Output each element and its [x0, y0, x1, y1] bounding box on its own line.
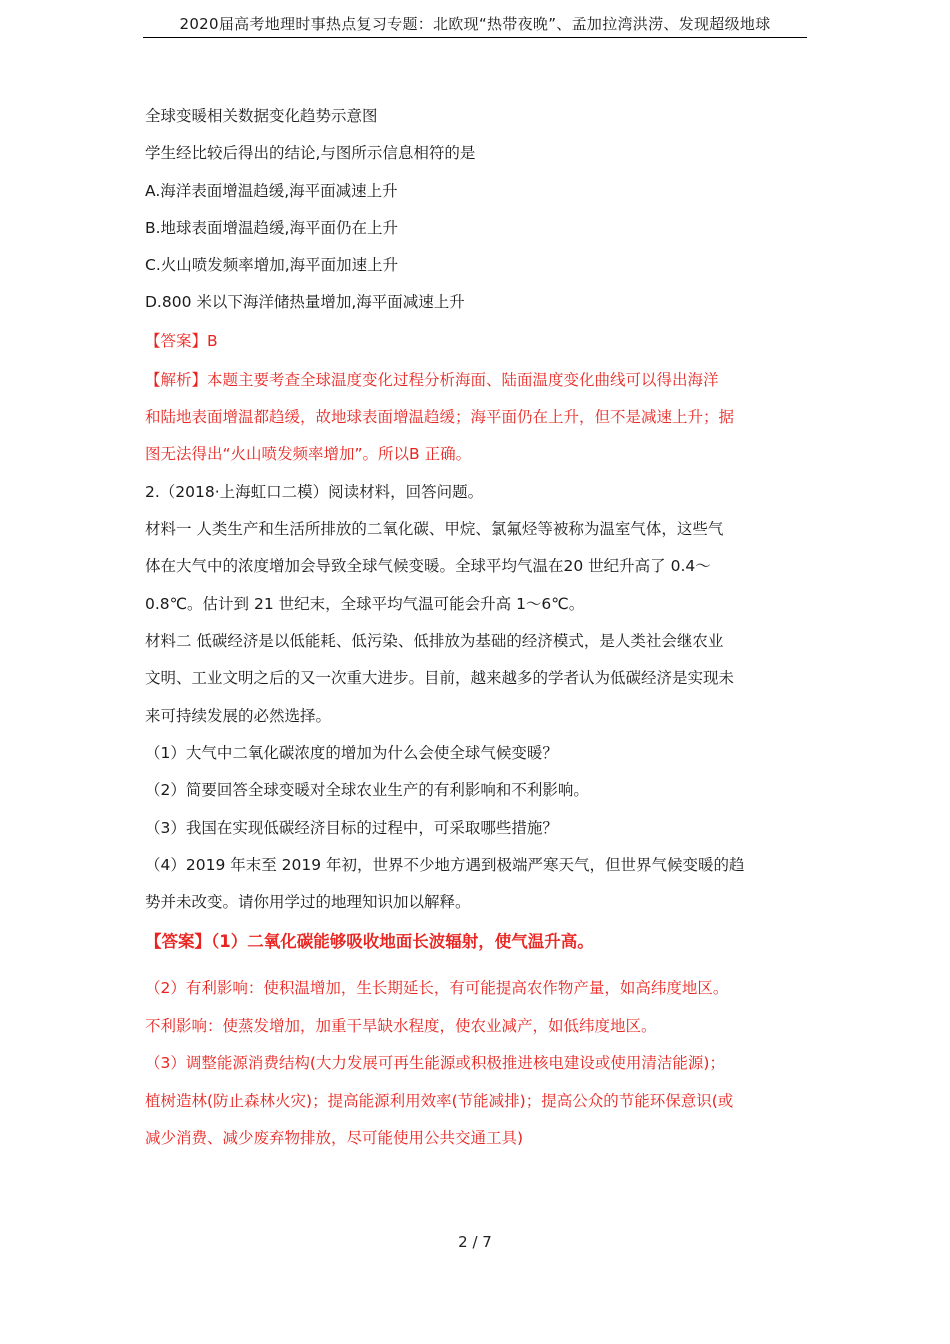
text-line: C.火山喷发频率增加,海平面加速上升: [145, 256, 399, 274]
text-line: D.800 米以下海洋储热量增加,海平面减速上升: [145, 293, 465, 311]
text-line: A.海洋表面增温趋缓,海平面减速上升: [145, 182, 398, 200]
text-line: 2.（2018·上海虹口二模）阅读材料，回答问题。: [145, 483, 484, 501]
text-line: （2）有利影响：使积温增加，生长期延长，有可能提高农作物产量，如高纬度地区。: [145, 979, 729, 997]
text-line: （3）我国在实现低碳经济目标的过程中，可采取哪些措施？: [145, 819, 558, 837]
text-line: 【答案】（1）二氧化碳能够吸收地面长波辐射，使气温升高。: [145, 932, 594, 951]
document-header-title: 2020届高考地理时事热点复习专题：北欧现“热带夜晚”、孟加拉湾洪涝、发现超级地球: [179, 15, 771, 33]
text-line: 全球变暖相关数据变化趋势示意图: [145, 107, 378, 125]
text-line: B.地球表面增温趋缓,海平面仍在上升: [145, 219, 398, 237]
header-divider: [143, 37, 807, 38]
text-line: 减少消费、减少废弃物排放，尽可能使用公共交通工具): [145, 1129, 524, 1147]
text-line: 材料二 低碳经济是以低能耗、低污染、低排放为基础的经济模式，是人类社会继农业: [145, 632, 724, 650]
text-line: 学生经比较后得出的结论,与图所示信息相符的是: [145, 144, 476, 162]
text-line: 0.8℃。估计到 21 世纪末，全球平均气温可能会升高 1～6℃。: [145, 595, 585, 613]
text-line: 文明、工业文明之后的又一次重大进步。目前，越来越多的学者认为低碳经济是实现未: [145, 669, 735, 687]
text-line: （3）调整能源消费结构(大力发展可再生能源或积极推进核电建设或使用清洁能源)；: [145, 1054, 725, 1072]
text-line: 【答案】B: [145, 332, 218, 350]
page-number: 2 / 7: [458, 1233, 492, 1251]
text-line: （4）2019 年末至 2019 年初，世界不少地方遇到极端严寒天气，但世界气候变暖的趋: [145, 856, 745, 874]
text-line: 【解析】本题主要考查全球温度变化过程分析海面、陆面温度变化曲线可以得出海洋: [145, 371, 719, 389]
text-line: （2）简要回答全球变暖对全球农业生产的有利影响和不利影响。: [145, 781, 589, 799]
text-line: 势并未改变。请你用学过的地理知识加以解释。: [145, 893, 471, 911]
text-line: 来可持续发展的必然选择。: [145, 707, 332, 725]
text-line: 体在大气中的浓度增加会导致全球气候变暖。全球平均气温在20 世纪升高了 0.4～: [145, 557, 711, 575]
text-line: 不利影响：使蒸发增加，加重干旱缺水程度，使农业减产，如低纬度地区。: [145, 1017, 657, 1035]
text-line: 图无法得出“火山喷发频率增加”。所以B 正确。: [145, 445, 472, 463]
text-line: 和陆地表面增温都趋缓，故地球表面增温趋缓；海平面仍在上升，但不是减速上升；据: [145, 408, 735, 426]
text-line: 材料一 人类生产和生活所排放的二氧化碳、甲烷、氯氟烃等被称为温室气体，这些气: [145, 520, 724, 538]
text-line: （1）大气中二氧化碳浓度的增加为什么会使全球气候变暖？: [145, 744, 558, 762]
text-line: 植树造林(防止森林火灾)；提高能源利用效率(节能减排)；提高公众的节能环保意识(或: [145, 1092, 734, 1110]
